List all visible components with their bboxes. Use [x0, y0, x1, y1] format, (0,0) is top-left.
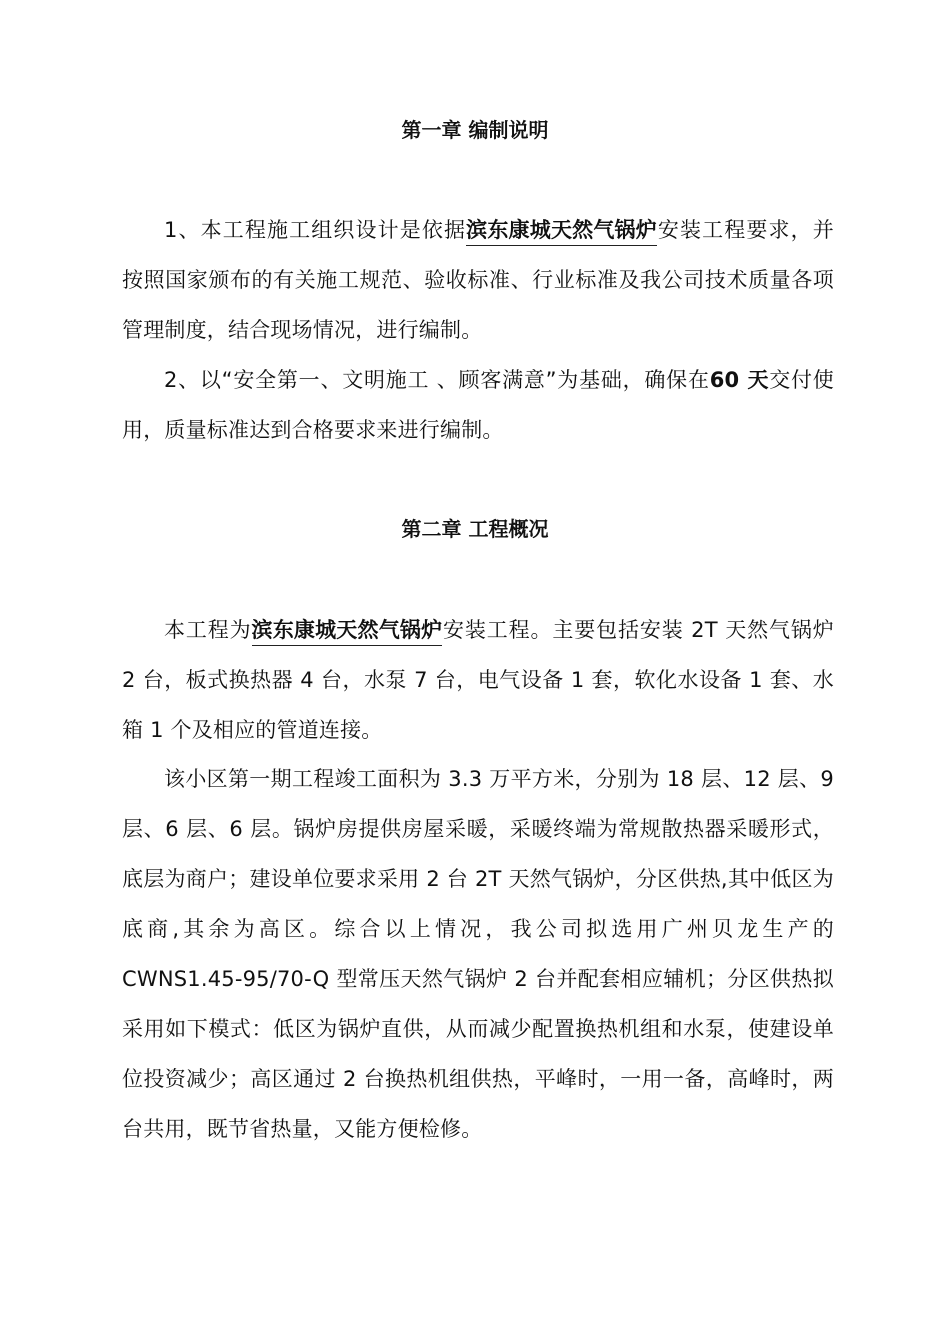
- chapter-2-title: 第二章 工程概况: [401, 517, 549, 541]
- chapter-1-paragraph-2: [122, 355, 834, 455]
- paragraph-text: 本工程为: [164, 618, 252, 642]
- delivery-days: 60 天: [709, 368, 770, 392]
- project-name-highlight: 滨东康城天然气锅炉: [252, 618, 443, 646]
- project-name-highlight: 滨东康城天然气锅炉: [466, 218, 657, 246]
- paragraph-text: 1、本工程施工组织设计是依据: [164, 218, 467, 242]
- chapter-1-paragraph-1: [122, 205, 834, 355]
- paragraph-text: 安装工程。主要包括安装 2T 天然气锅炉 2 台，板式换热器 4 台，水泵 7 台，电气设备 1 套，软化水设备 1 套、水箱 1 个及相应的管道连接。: [122, 618, 834, 742]
- paragraph-text: 交付使用，质量标准达到合格要求来进行编制。: [122, 368, 834, 442]
- chapter-2-paragraph-1: [122, 605, 834, 755]
- paragraph-text: 安装工程要求，并按照国家颁布的有关施工规范、验收标准、行业标准及我公司技术质量各项管理制度，结合现场情况，进行编制。: [122, 218, 834, 342]
- chapter-1-title: 第一章 编制说明: [401, 118, 549, 142]
- paragraph-text: 2、以“安全第一、文明施工 、顾客满意”为基础，确保在: [164, 368, 710, 392]
- chapter-2-paragraph-2: 该小区第一期工程竣工面积为 3.3 万平方米，分别为 18 层、12 层、9 层、6 层、6 层。锅炉房提供房屋采暖，采暖终端为常规散热器采暖形式，底层为商户；建设单位要求采用 2 台 2T 天然气锅炉，分区供热,其中低区为底商,其余为高区。综合以上情况，我公司拟选用广州贝龙生产的 CWNS1.45-95/70-Q 型常压天然气锅炉 2 台并配套相应辅机；分区供热拟采用如下模式：低区为锅炉直供，从而减少配置换热机组和水泵，使建设单位投资减少；高区通过 2 台换热机组供热，平峰时，一用一备，高峰时，两台共用，既节省热量，又能方便检修。: [122, 767, 834, 1141]
